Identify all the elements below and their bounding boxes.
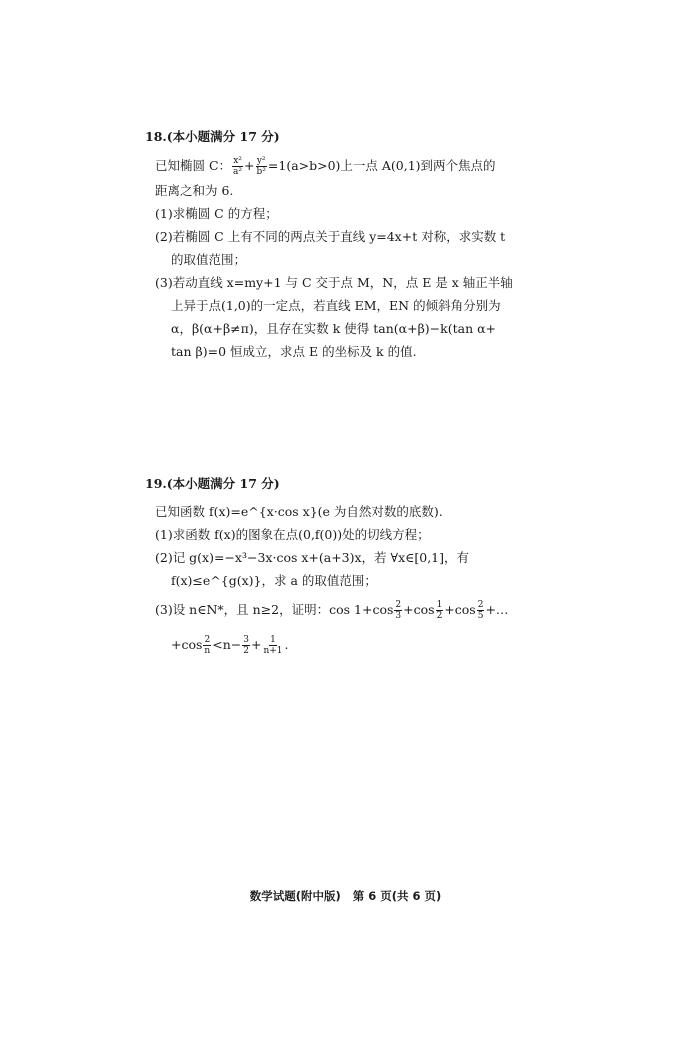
question-18-stem-line2: 距离之和为 6. [155, 183, 234, 198]
stem-text: <n− [212, 637, 242, 652]
footer-title: 数学试题(附中版) [249, 889, 341, 903]
numerator: 1 [270, 635, 276, 645]
stem-text: +cos [444, 602, 476, 617]
stem-text: +cos [171, 637, 203, 652]
fraction [256, 156, 267, 177]
fraction [436, 600, 444, 621]
fraction [232, 156, 243, 177]
denominator: 5 [477, 611, 484, 621]
question-number: 19. [145, 476, 167, 491]
question-18-part2: (2)若椭圆 C 上有不同的两点关于直线 y=4x+t 对称，求实数 t [155, 229, 506, 244]
denominator: 2 [243, 646, 249, 656]
question-score: (本小题满分 17 分) [166, 129, 280, 144]
stem-text: . [284, 637, 289, 652]
numerator: 2 [204, 635, 211, 645]
stem-text: +cos [403, 602, 435, 617]
page-footer [0, 888, 691, 904]
numerator: 3 [243, 635, 249, 645]
operator: + [250, 637, 262, 652]
question-19-part3 [145, 600, 509, 621]
question-18-header [145, 128, 505, 146]
question-19-part3-cont [145, 635, 505, 656]
question-19-part2: (2)记 g(x)=−x³−3x·cos x+(a+3)x，若 ∀x∈[0,1]，有 [155, 550, 470, 565]
stem-text: =1(a>b>0)上一点 A(0,1)到两个焦点的 [267, 158, 496, 173]
numerator: 2 [395, 600, 402, 610]
denominator: b² [256, 167, 266, 177]
numerator: y² [256, 156, 266, 166]
stem-text: +… [485, 602, 509, 617]
numerator: 1 [436, 600, 443, 610]
fraction [394, 600, 402, 621]
question-score: (本小题满分 17 分) [166, 476, 280, 491]
question-18-part3: (3)若动直线 x=my+1 与 C 交于点 M，N，点 E 是 x 轴正半轴 [155, 275, 513, 290]
question-19-header [145, 475, 505, 493]
denominator: 3 [395, 611, 402, 621]
question-number: 18. [145, 129, 167, 144]
numerator: 2 [477, 600, 484, 610]
question-18-part3-cont2: α，β(α+β≠π)，且存在实数 k 使得 tan(α+β)−k(tan α+ [171, 321, 497, 336]
question-18-part1: (1)求椭圆 C 的方程； [155, 206, 278, 221]
denominator: n [204, 646, 211, 656]
question-19-stem: 已知函数 f(x)=e^{x·cos x}(e 为自然对数的底数). [155, 504, 443, 519]
question-19 [145, 475, 509, 661]
question-18-stem-line1 [145, 156, 505, 177]
fraction [262, 635, 283, 656]
denominator: a² [233, 167, 243, 177]
stem-text: 已知椭圆 C： [155, 158, 232, 173]
question-18-part3-cont3: tan β)=0 恒成立，求点 E 的坐标及 k 的值. [171, 344, 417, 359]
operator: + [244, 158, 255, 173]
footer-page-number: 第 6 页(共 6 页) [352, 889, 442, 903]
denominator: 2 [436, 611, 443, 621]
question-18-part3-cont1: 上异于点(1,0)的一定点，若直线 EM，EN 的倾斜角分别为 [171, 298, 501, 313]
numerator: x² [233, 156, 242, 166]
question-18 [145, 128, 513, 366]
fraction [477, 600, 485, 621]
stem-text: (3)设 n∈N*，且 n≥2，证明：cos 1+cos [155, 602, 394, 617]
fraction [203, 635, 211, 656]
denominator: n+1 [263, 646, 283, 656]
question-19-part1: (1)求函数 f(x)的图象在点(0,f(0))处的切线方程； [155, 527, 430, 542]
fraction [242, 635, 250, 656]
question-19-part2-cont: f(x)≤e^{g(x)}，求 a 的取值范围； [171, 573, 377, 588]
question-18-part2-cont: 的取值范围； [171, 252, 247, 267]
